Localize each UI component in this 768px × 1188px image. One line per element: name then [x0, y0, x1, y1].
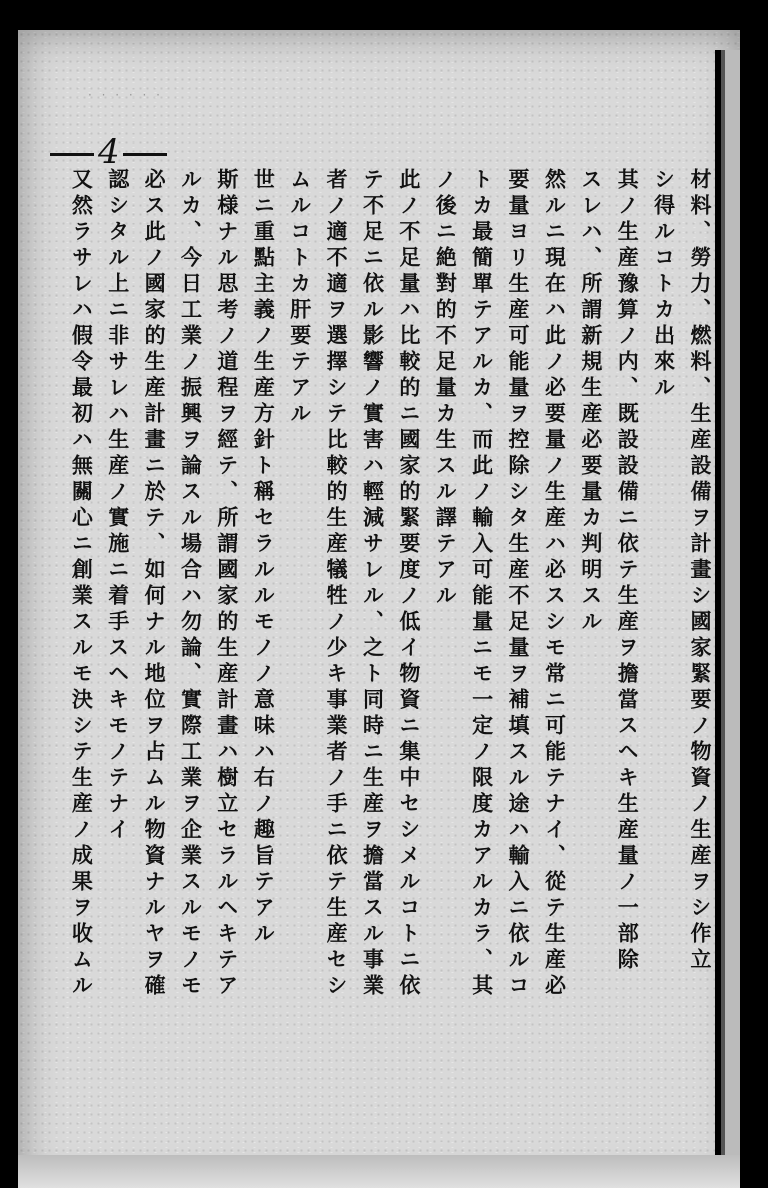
text-column: ノ後ニ絶對的不足量カ生スル譯テアル [433, 168, 458, 610]
text-column: 然ルニ現在ハ此ノ必要量ノ生産ハ必スシモ常ニ可能テナイ、從テ生産必 [542, 168, 567, 1000]
text-column: 此ノ不足量ハ比較的ニ國家的緊要度ノ低イ物資ニ集中セシメルコトニ依 [396, 168, 421, 1000]
text-column: 又然ラサレハ假令最初ハ無關心ニ創業スルモ決シテ生産ノ成果ヲ收ムル [69, 168, 94, 1000]
page-number-dash-left [50, 153, 94, 156]
vertical-text-body [62, 168, 718, 1108]
faint-stamp-mark: · · · · · · [88, 88, 163, 102]
text-column: 者ノ適不適ヲ選擇シテ比較的生産犠牲ノ少キ事業者ノ手ニ依テ生産セシ [324, 168, 349, 1000]
text-column: ルカ、今日工業ノ振興ヲ論スル場合ハ勿論、實際工業ヲ企業スルモノモ [178, 168, 203, 1000]
page-edge-binding [715, 50, 740, 1160]
page-number [46, 132, 171, 172]
text-column: 必ス此ノ國家的生産計畫ニ於テ、如何ナル地位ヲ占ムル物資ナルヤヲ確 [142, 168, 167, 1000]
text-column: テ不足ニ依ル影響ノ實害ハ輕減サレル、之ト同時ニ生産ヲ擔當スル事業 [360, 168, 385, 1000]
text-column: 其ノ生産豫算ノ内、既設設備ニ依テ生産ヲ擔當スヘキ生産量ノ一部除 [615, 168, 640, 974]
text-column: ムルコトカ肝要テアル [287, 168, 312, 428]
text-column: 認シタル上ニ非サレハ生産ノ實施ニ着手スヘキモノテナイ [105, 168, 130, 844]
text-column: シ得ルコトカ出來ル [651, 168, 676, 402]
text-column: 斯様ナル思考ノ道程ヲ經テ、所謂國家的生産計畫ハ樹立セラルヘキテア [214, 168, 239, 1000]
page-number-dash-right [123, 153, 167, 156]
text-column: 材料、勞力、燃料、生産設備ヲ計畫シ國家緊要ノ物資ノ生産ヲシ作立 [688, 168, 712, 974]
text-column: スレハ、所謂新規生産必要量カ判明スル [578, 168, 603, 636]
text-column: 世ニ重點主義ノ生産方針ト稱セラルルモノノ意味ハ右ノ趣旨テアル [251, 168, 276, 948]
text-column: 要量ヨリ生産可能量ヲ控除シタ生産不足量ヲ補填スル途ハ輸入ニ依ルコ [506, 168, 531, 1000]
text-column: トカ最簡單テアルカ、而此ノ輸入可能量ニモ一定ノ限度カアルカラ、其 [469, 168, 494, 1000]
page-number-value: 4 [98, 132, 119, 172]
page-bottom-margin [18, 1155, 740, 1188]
